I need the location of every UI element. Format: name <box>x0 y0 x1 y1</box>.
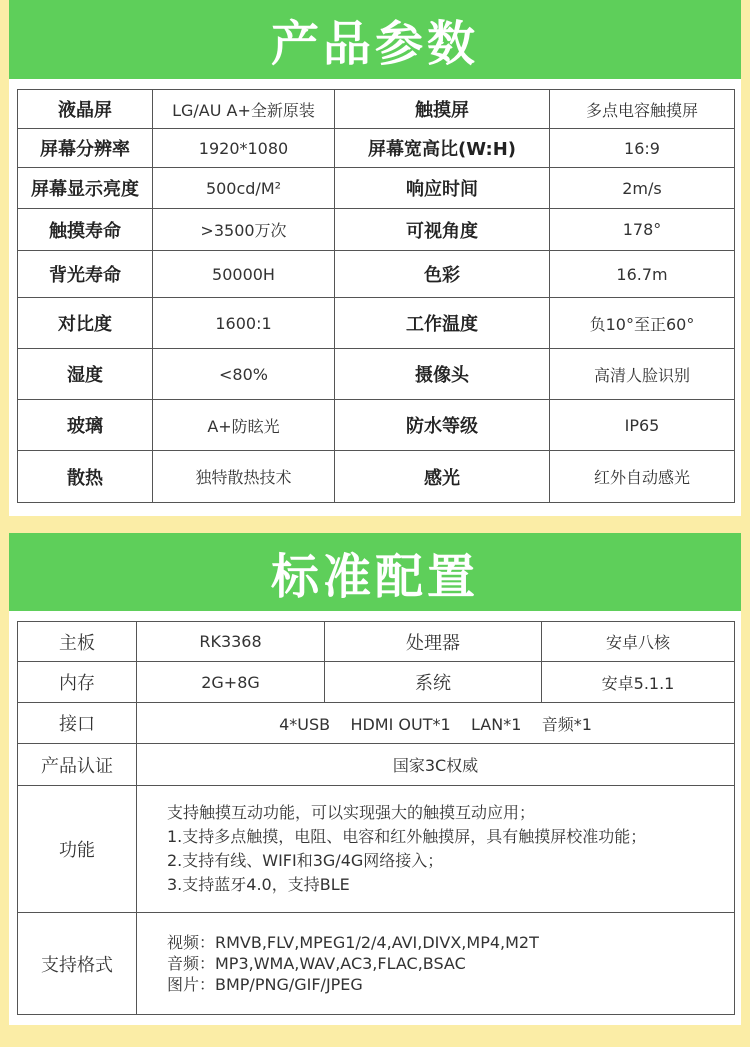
formats-line: 音频：MP3,WMA,WAV,AC3,FLAC,BSAC <box>167 954 466 973</box>
specs-banner <box>9 0 741 79</box>
function-line: 1.支持多点触摸，电阻、电容和红外触摸屏，具有触摸屏校准功能； <box>167 827 647 846</box>
spec-row <box>18 129 735 168</box>
config-row-mainboard <box>18 622 735 662</box>
spec-label: 液晶屏 <box>18 90 153 129</box>
specs-panel <box>9 0 741 516</box>
spec-label: 响应时间 <box>335 168 550 209</box>
memory-label: 内存 <box>18 662 137 703</box>
formats-line: 图片：BMP/PNG/GIF/JPEG <box>167 975 363 994</box>
spec-label: 防水等级 <box>335 400 550 451</box>
formats-value <box>137 913 735 1015</box>
spec-label: 工作温度 <box>335 298 550 349</box>
config-row-function <box>18 786 735 913</box>
spec-value: 16:9 <box>550 129 735 168</box>
spec-label: 摄像头 <box>335 349 550 400</box>
specs-table <box>17 89 735 503</box>
config-panel <box>9 533 741 1025</box>
function-value <box>137 786 735 913</box>
spec-value: IP65 <box>550 400 735 451</box>
spec-row <box>18 90 735 129</box>
spec-value: LG/AU A+全新原装 <box>153 90 335 129</box>
specs-title: 产品参数 <box>270 16 479 72</box>
spec-row <box>18 209 735 251</box>
config-row-ports <box>18 703 735 744</box>
spec-row <box>18 168 735 209</box>
function-label: 功能 <box>18 786 137 913</box>
spec-value: 500cd/M² <box>153 168 335 209</box>
spec-value: 1920*1080 <box>153 129 335 168</box>
spec-label: 触摸寿命 <box>18 209 153 251</box>
spec-row <box>18 451 735 503</box>
spec-value: A+防眩光 <box>153 400 335 451</box>
mainboard-label: 主板 <box>18 622 137 662</box>
ports-value: 4*USB HDMI OUT*1 LAN*1 音频*1 <box>137 703 735 744</box>
spec-label: 散热 <box>18 451 153 503</box>
processor-value: 安卓八核 <box>542 622 735 662</box>
spec-label: 湿度 <box>18 349 153 400</box>
spec-label: 屏幕分辨率 <box>18 129 153 168</box>
config-title: 标准配置 <box>270 548 479 605</box>
config-row-certification <box>18 744 735 786</box>
system-label: 系统 <box>325 662 542 703</box>
function-line: 2.支持有线、WIFI和3G/4G网络接入； <box>167 851 444 870</box>
spec-label: 玻璃 <box>18 400 153 451</box>
processor-label: 处理器 <box>325 622 542 662</box>
formats-label: 支持格式 <box>18 913 137 1015</box>
spec-label: 背光寿命 <box>18 251 153 298</box>
system-value: 安卓5.1.1 <box>542 662 735 703</box>
spec-value: <80% <box>153 349 335 400</box>
spec-value: 178° <box>550 209 735 251</box>
function-line: 3.支持蓝牙4.0，支持BLE <box>167 875 350 894</box>
spec-value: 1600:1 <box>153 298 335 349</box>
spec-label: 触摸屏 <box>335 90 550 129</box>
spec-value: 16.7m <box>550 251 735 298</box>
spec-label: 色彩 <box>335 251 550 298</box>
mainboard-value: RK3368 <box>137 622 325 662</box>
spec-label: 屏幕宽高比(W:H) <box>335 129 550 168</box>
spec-value: 红外自动感光 <box>550 451 735 503</box>
spec-label: 对比度 <box>18 298 153 349</box>
certification-label: 产品认证 <box>18 744 137 786</box>
config-row-memory <box>18 662 735 703</box>
config-row-formats <box>18 913 735 1015</box>
spec-row <box>18 298 735 349</box>
spec-value: >3500万次 <box>153 209 335 251</box>
spec-label: 可视角度 <box>335 209 550 251</box>
spec-label: 屏幕显示亮度 <box>18 168 153 209</box>
spec-value: 多点电容触摸屏 <box>550 90 735 129</box>
spec-row <box>18 251 735 298</box>
spec-row <box>18 349 735 400</box>
config-table <box>17 621 735 1015</box>
config-banner <box>9 533 741 611</box>
formats-line: 视频：RMVB,FLV,MPEG1/2/4,AVI,DIVX,MP4,M2T <box>167 933 539 952</box>
function-line: 支持触摸互动功能，可以实现强大的触摸互动应用； <box>167 803 536 822</box>
spec-value: 2m/s <box>550 168 735 209</box>
spec-value: 高清人脸识别 <box>550 349 735 400</box>
spec-value: 独特散热技术 <box>153 451 335 503</box>
spec-value: 50000H <box>153 251 335 298</box>
spec-row <box>18 400 735 451</box>
memory-value: 2G+8G <box>137 662 325 703</box>
certification-value: 国家3C权威 <box>137 744 735 786</box>
spec-value: 负10°至正60° <box>550 298 735 349</box>
ports-label: 接口 <box>18 703 137 744</box>
spec-label: 感光 <box>335 451 550 503</box>
